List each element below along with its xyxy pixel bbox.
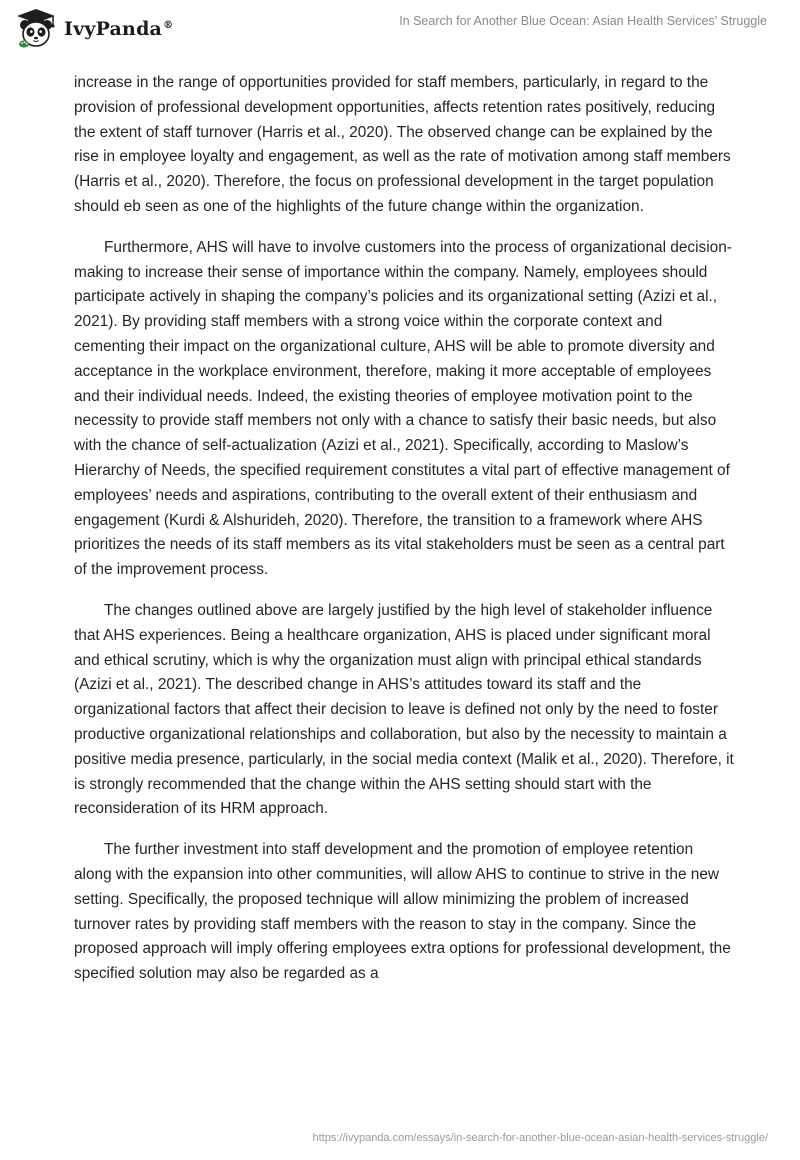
paragraph: increase in the range of opportunities provided for staff members, particularly, in regard to the provision of professional development opportunities, affects retention rates positively, reducing the extent of staff turnover (Harris et al., 2020). The observed change can be explained by the rise in employee loyalty and engagement, as well as the rate of motivation among staff members (Harris et al., 2020). Therefore, the focus on professional development in the target population should eb seen as one of the highlights of the future change within the organization. <box>74 74 731 215</box>
page-header <box>0 0 800 70</box>
brand-name <box>64 18 173 40</box>
essay-body <box>74 71 734 1003</box>
registered-mark: ® <box>163 19 174 31</box>
paragraph: The changes outlined above are largely justified by the high level of stakeholder influence that AHS experiences. Being a healthcare organization, AHS is placed under significant moral and ethical scrutiny, which is why the organization must align with principal ethical standards (Azizi et al., 2021). The described change in AHS’s attitudes toward its staff and the organizational factors that affect their decision to leave is defined not only by the need to foster productive organizational relationships and collaboration, but also by the necessity to maintain a positive media presence, particularly, in the social media context (Malik et al., 2020). Therefore, it is strongly recommended that the change within the AHS setting should start with the reconsideration of its HRM approach. <box>74 601 734 818</box>
ivypanda-logo[interactable] <box>14 8 173 50</box>
paragraph: The further investment into staff development and the promotion of employee retention along with the expansion into other communities, will allow AHS to continue to strive in the new setting. Specifically, the proposed technique will allow minimizing the problem of increased turnover rates by providing staff members with the reason to stay in the company. Since the proposed approach will imply offering employees extra options for professional development, the specified solution may also be regarded as a <box>74 841 731 983</box>
brand-text: IvyPanda <box>64 18 163 40</box>
panda-mascot-icon <box>14 8 58 50</box>
document-title: In Search for Another Blue Ocean: Asian Health Services’ Struggle <box>399 14 767 28</box>
source-url[interactable]: https://ivypanda.com/essays/in-search-for-another-blue-ocean-asian-health-services-struggle/ <box>312 1132 768 1144</box>
paragraph: Furthermore, AHS will have to involve customers into the process of organizational decision-making to increase their sense of importance within the company. Namely, employees should participate actively in shaping the company’s policies and its organizational setting (Azizi et al., 2021). By providing staff members with a strong voice within the corporate context and cementing their impact on the organizational culture, AHS will be able to promote diversity and acceptance in the workplace environment, therefore, making it more acceptable of employees and their individual needs. Indeed, the existing theories of employee motivation point to the necessity to provide staff members not only with a chance to satisfy their basic needs, but also with the chance of self-actualization (Azizi et al., 2021). Specifically, according to Maslow’s Hierarchy of Needs, the specified requirement constitutes a vital part of effective management of employees’ needs and aspirations, contributing to the overall extent of their enthusiasm and engagement (Kurdi & Alshurideh, 2020). Therefore, the transition to a framework where AHS prioritizes the needs of its staff members as its vital stakeholders must be seen as a central part of the improvement process. <box>74 238 732 579</box>
